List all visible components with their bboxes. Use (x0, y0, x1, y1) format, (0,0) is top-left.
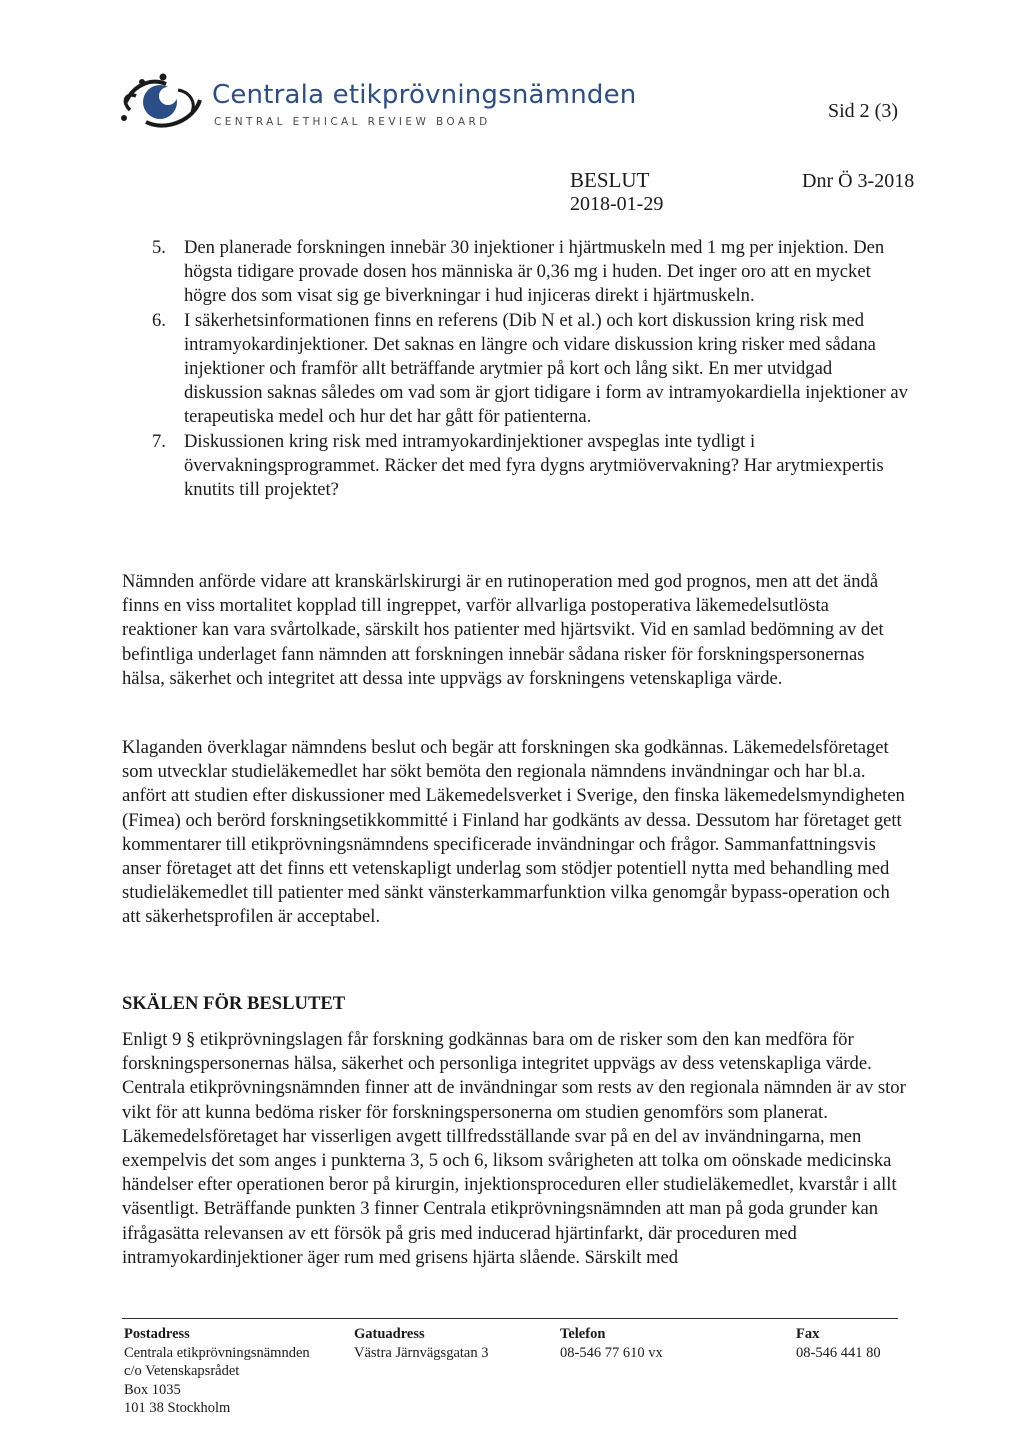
footer-label: Postadress (124, 1326, 190, 1342)
list-item-number: 5. (152, 237, 166, 258)
footer-line: 101 38 Stockholm (124, 1400, 231, 1417)
list-item-text: Den planerade forskningen innebär 30 injektioner i hjärtmuskeln med 1 mg per injektion. Den högsta tidigare provade dosen hos människa är 0,36 mg i huden. Det inger oro att en mycket högre dos som visat sig ge biverkningar i hud injiceras direkt i hjärtmuskeln. (184, 237, 885, 307)
footer-line: 08-546 441 80 (796, 1344, 881, 1361)
footer-line: Box 1035 (124, 1381, 181, 1398)
footer-divider (122, 1318, 898, 1319)
list-item-text: I säkerhetsinformationen finns en referens (Dib N et al.) och kort diskussion kring risk med intramyokardinjektioner. Det saknas en längre och vidare diskussion kring risker med sådana injektioner och framför allt beträffande arytmier på kort och lång sikt. En mer utvidgad diskussion saknas således om vad som är gjort tidigare i form av intramyokardiella injektioner av terapeutiska medel och hur det har gått för patienterna. (184, 309, 908, 428)
footer-phone (560, 1325, 663, 1362)
org-name: Centrala etikprövningsnämnden (212, 80, 637, 110)
footer-fax (796, 1325, 881, 1362)
org-subtitle: CENTRAL ETHICAL REVIEW BOARD (214, 116, 491, 128)
list-item (152, 309, 912, 430)
footer-label: Fax (796, 1326, 820, 1342)
paragraph-appeal: Klaganden överklagar nämndens beslut och begär att forskningen ska godkännas. Läkemedelsföretaget som utvecklar studieläkemedlet har sökt bemöta den regionala nämndens invändningar och har bl.a. anfört att studien efter diskussioner med Läkemedelsverket i Sverige, den finska läkemedelsmyndigheten (Fimea) och berörd forskningsetikkommitté i Finland har godkänts av dessa. Dessutom har företaget gett kommentarer till etikprövningsnämndens specificerade invändningar och frågor. Sammanfattningsvis anser företaget att det finns ett vetenskapligt underlag som stödjer potentiell nytta med behandling med studieläkemedlet till patienter med sänkt vänsterkammarfunktion vilka genomgår bypass-operation och att säkerhetsprofilen är acceptabel. (122, 737, 905, 928)
logo-emblem-icon (116, 70, 206, 132)
decision-date: 2018-01-29 (570, 193, 664, 215)
list-item-number: 7. (152, 430, 166, 452)
footer-line: Centrala etikprövningsnämnden (124, 1344, 310, 1361)
paragraph-reasons: Enligt 9 § etikprövningslagen får forskning godkännas bara om de risker som den kan medföra för forskningspersonernas hälsa, säkerhet och personliga integritet uppvägs av dess vetenskapliga värde. Centrala etikprövningsnämnden finner att de invändningar som rests av den regionala nämnden är av stor vikt för att kunna bedöma risker för forskningspersonerna om studien genomförs som planerat. Läkemedelsföretaget har visserligen avgett tillfredsställande svar på en del av invändningarna, men exempelvis det som anges i punkterna 3, 5 och 6, liksom svårigheten att tolka om oönskade medicinska händelser efter operationen beror på kirurgin, injektionsproceduren eller studieläkemedlet, kvarstår i allt väsentligt. Beträffande punkten 3 finner Centrala etikprövningsnämnden att man på goda grunder kan ifrågasätta relevansen av ett försök på gris med inducerad hjärtinfarkt, där proceduren med intramyokardinjektioner äger rum med grisens hjärta slående. Särskilt med (122, 1029, 906, 1268)
footer-line: 08-546 77 610 vx (560, 1344, 663, 1361)
decision-label: BESLUT (570, 168, 650, 192)
list-item-number: 6. (152, 309, 166, 331)
footer-line: c/o Vetenskapsrådet (124, 1363, 240, 1380)
footer-street-address (354, 1325, 488, 1362)
paragraph-committee-assessment: Nämnden anförde vidare att kranskärlskirurgi är en rutinoperation med god prognos, men att det ändå finns en viss mortalitet kopplad till ingreppet, varför allvarliga postoperativa läkemedelsutlösta reaktioner kan vara svårtolkade, särskilt hos patienter med hjärtsvikt. Vid en samlad bedömning av det befintliga underlaget fann nämnden att forskningen innebär sådana risker för forskningspersonernas hälsa, säkerhet och integritet att dessa inte uppvägs av forskningens vetenskapliga värde. (122, 571, 884, 689)
list-item-text: Diskussionen kring risk med intramyokardinjektioner avspeglas inte tydligt i övervakningsprogrammet. Räcker det med fyra dygns arytmiövervakning? Har arytmiexpertis knutits till projektet? (184, 430, 884, 501)
footer-postal-address (124, 1325, 310, 1418)
section-heading: SKÄLEN FÖR BESLUTET (122, 993, 346, 1014)
footer-line: Västra Järnvägsgatan 3 (354, 1344, 489, 1361)
page-number: Sid 2 (3) (828, 100, 898, 122)
case-number: Dnr Ö 3-2018 (802, 170, 915, 192)
list-item (152, 430, 912, 503)
footer-label: Telefon (560, 1326, 606, 1342)
footer-label: Gatuadress (354, 1326, 425, 1342)
list-item (152, 236, 912, 309)
numbered-list (152, 236, 912, 502)
